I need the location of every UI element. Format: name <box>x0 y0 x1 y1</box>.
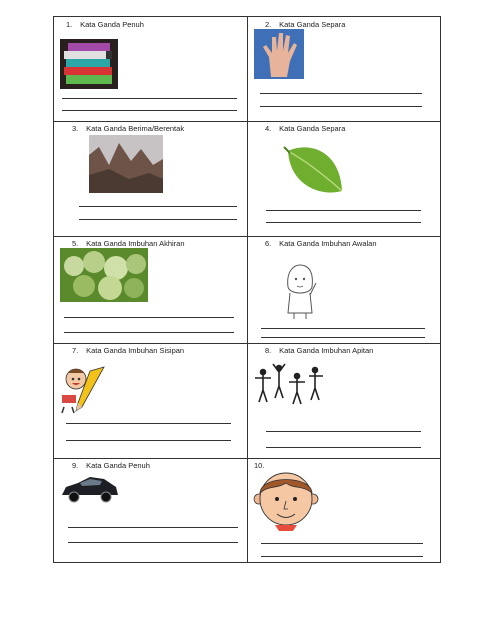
column-divider <box>247 17 248 562</box>
item-number: 1. <box>66 20 73 29</box>
item-number: 5. <box>72 239 79 248</box>
row-divider <box>54 343 440 344</box>
row-divider <box>54 121 440 122</box>
row-divider <box>54 236 440 237</box>
answer-line[interactable] <box>62 98 237 99</box>
car-icon <box>60 471 120 507</box>
item-number: 6. <box>265 239 272 248</box>
answer-line[interactable] <box>68 542 238 543</box>
item-number: 7. <box>72 346 79 355</box>
answer-line[interactable] <box>266 222 421 223</box>
row-divider <box>54 458 440 459</box>
worksheet-table <box>53 16 441 563</box>
item-title: Kata Ganda Penuh <box>86 461 150 470</box>
answer-line[interactable] <box>68 527 238 528</box>
answer-line[interactable] <box>261 337 425 338</box>
item-title: Kata Ganda Imbuhan Awalan <box>279 239 377 248</box>
answer-line[interactable] <box>79 206 237 207</box>
answer-line[interactable] <box>260 93 422 94</box>
answer-line[interactable] <box>261 543 423 544</box>
answer-line[interactable] <box>66 440 231 441</box>
answer-line[interactable] <box>79 219 237 220</box>
item-title: Kata Ganda Separa <box>279 20 346 29</box>
item-title: Kata Ganda Imbuhan Sisipan <box>86 346 185 355</box>
answer-line[interactable] <box>64 332 234 333</box>
answer-line[interactable] <box>64 317 234 318</box>
mountain-icon <box>89 135 163 193</box>
exercise-figures-icon <box>253 362 327 410</box>
girl-sketch-icon <box>280 261 320 321</box>
item-title: Kata Ganda Berima/Berentak <box>86 124 185 133</box>
item-number: 9. <box>72 461 79 470</box>
leaf-icon <box>280 141 346 199</box>
item-title: Kata Ganda Imbuhan Apitan <box>279 346 374 355</box>
item-title: Kata Ganda Penuh <box>80 20 144 29</box>
item-number: 10. <box>254 461 265 470</box>
answer-line[interactable] <box>66 423 231 424</box>
item-number: 4. <box>265 124 272 133</box>
answer-line[interactable] <box>261 556 423 557</box>
item-number: 8. <box>265 346 272 355</box>
item-title: Kata Ganda Imbuhan Akhiran <box>86 239 185 248</box>
pencil-character-icon <box>60 363 108 415</box>
item-number: 2. <box>265 20 272 29</box>
answer-line[interactable] <box>266 447 421 448</box>
answer-line[interactable] <box>266 431 421 432</box>
shrubs-icon <box>60 248 148 302</box>
answer-line[interactable] <box>261 328 425 329</box>
item-title: Kata Ganda Separa <box>279 124 346 133</box>
item-number: 3. <box>72 124 79 133</box>
answer-line[interactable] <box>266 210 421 211</box>
hand-icon <box>254 29 304 79</box>
answer-line[interactable] <box>62 110 237 111</box>
boy-face-icon <box>253 471 319 531</box>
answer-line[interactable] <box>260 106 422 107</box>
books-icon <box>60 39 118 89</box>
